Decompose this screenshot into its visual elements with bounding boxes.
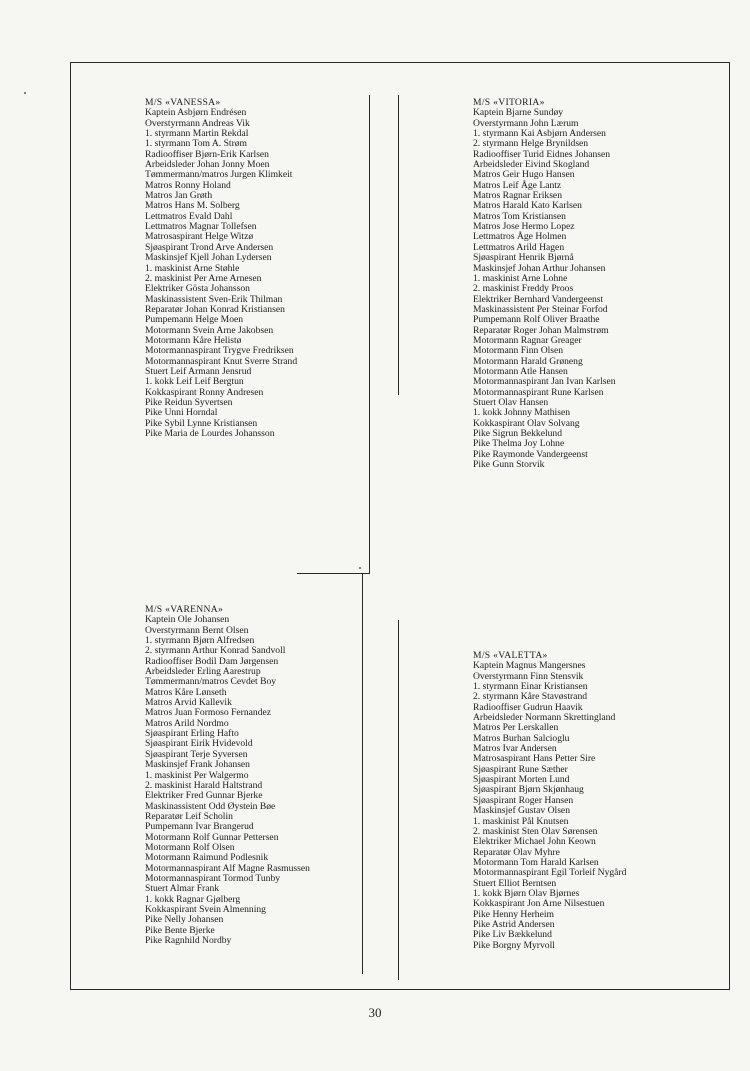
crew-entry: 1. maskinist Arne Lohne — [473, 272, 568, 284]
crew-entry: Elektriker Bernhard Vandergeenst — [473, 293, 604, 305]
crew-entry: 1. maskinist Per Walgermo — [145, 769, 249, 781]
crew-entry: Reparatør Johan Konrad Kristiansen — [145, 303, 285, 315]
crew-entry: Matros Harald Kato Karlsen — [473, 200, 582, 212]
crew-entry: Motormann Rolf Gunnar Pettersen — [145, 831, 279, 843]
crew-entry: Stuert Leif Armann Jensrud — [145, 365, 252, 377]
crew-entry: Motormann Svein Arne Jakobsen — [145, 324, 274, 336]
crew-entry: Motormann Kåre Helistø — [145, 334, 242, 346]
crew-entry: Radiooffiser Bodil Dam Jørgensen — [145, 655, 279, 667]
crew-entry: Motormannaspirant Egil Torleif Nygård — [473, 867, 627, 879]
margin-dot — [24, 92, 26, 94]
crew-entry: 2. maskinist Harald Haltstrand — [145, 779, 263, 791]
crew-entry: 1. kokk Johnny Mathisen — [473, 407, 571, 419]
crew-entry: Matros Burhan Salcioglu — [473, 732, 570, 744]
crew-entry: Tømmermann/matros Jurgen Klimkeit — [145, 169, 293, 181]
crew-entry: 2. styrmann Helge Brynildsen — [473, 138, 589, 150]
crew-entry: Sjøaspirant Terje Syversen — [145, 748, 248, 760]
crew-entry: Pike Nelly Johansen — [145, 914, 224, 926]
crew-entry: Radiooffiser Gudrun Haavik — [473, 701, 583, 713]
crew-entry: Overstyrmann Finn Stensvik — [473, 670, 584, 682]
crew-entry: 1. styrmann Martin Rekdal — [145, 128, 249, 140]
crew-entry: Sjøaspirant Eirik Hvidevold — [145, 738, 253, 750]
crew-entry: Pike Ragnhild Nordby — [145, 935, 232, 946]
crew-entry: 1. styrmann Tom A. Strøm — [145, 138, 248, 150]
crew-entry: 1. kokk Leif Leif Bergtun — [145, 376, 244, 388]
crew-entry: Arbeidsleder Normann Skrettingland — [473, 712, 616, 724]
crew-entry: Motormann Rolf Olsen — [145, 841, 235, 853]
crew-entry: Kokkaspirant Ronny Andresen — [145, 386, 264, 398]
crew-entry: Overstyrmann John Lærum — [473, 117, 579, 129]
crew-entry: Motormann Tom Harald Karlsen — [473, 856, 599, 868]
crew-entry: Motormannaspirant Alf Magne Rasmussen — [145, 862, 310, 874]
crew-entry: Matros Leif Åge Lantz — [473, 179, 562, 191]
ship-title: M/S «VANESSA» — [145, 97, 221, 108]
crew-entry: Pumpemann Rolf Oliver Braathe — [473, 314, 600, 326]
crew-entry: Kokkaspirant Jon Arne Nilsestuen — [473, 898, 605, 910]
crew-entry: 2. maskinist Freddy Proos — [473, 283, 574, 295]
crew-entry: Motormann Atle Hansen — [473, 365, 568, 377]
crew-entry: Lettmatros Evald Dahl — [145, 210, 233, 222]
crew-entry: Pike Henny Herheim — [473, 908, 554, 920]
crew-entry: Matros Ivar Andersen — [473, 743, 557, 755]
crew-entry: Tømmermann/matros Cevdet Boy — [145, 676, 277, 688]
crew-entry: Pike Unni Horndal — [145, 407, 218, 419]
crew-entry: Pike Astrid Andersen — [473, 918, 555, 930]
crew-list-vitoria — [473, 98, 616, 470]
crew-entry: 2. maskinist Sten Olav Sørensen — [473, 825, 598, 837]
crew-entry: Arbeidsleder Erling Aarestrup — [145, 666, 261, 678]
crew-entry: Matros Jan Grøth — [145, 190, 213, 202]
crew-entry: Pike Liv Bækkelund — [473, 929, 552, 941]
divider-varenna-right — [362, 574, 363, 974]
crew-entry: Reparatør Leif Scholin — [145, 810, 233, 822]
crew-entry: Overstyrmann Bernt Olsen — [145, 624, 249, 636]
crew-entry: Maskinsjef Frank Johansen — [145, 759, 250, 771]
crew-entry: Matros Kåre Lønseth — [145, 686, 227, 698]
crew-entry: Stuert Almar Frank — [145, 883, 220, 895]
crew-entry: Elektriker Fred Gunnar Bjerke — [145, 790, 263, 802]
crew-entry: Maskinassistent Per Steinar Forfod — [473, 303, 608, 315]
crew-entry: Sjøaspirant Erling Hafto — [145, 728, 239, 740]
crew-entry: Maskinsjef Gustav Olsen — [473, 805, 570, 817]
crew-entry: Motormannaspirant Knut Sverre Strand — [145, 355, 298, 367]
crew-entry: Elektriker Michael John Keown — [473, 836, 596, 848]
crew-list-varenna — [145, 605, 310, 946]
crew-entry: 2. styrmann Arthur Konrad Sandvoll — [145, 645, 286, 657]
crew-entry: 1. maskinist Arne Støhle — [145, 262, 240, 274]
crew-entry: Kokkaspirant Svein Almenning — [145, 903, 266, 915]
crew-entry: Pike Thelma Joy Lohne — [473, 438, 565, 450]
crew-entry: Stuert Olav Hansen — [473, 396, 549, 408]
crew-entry: 2. styrmann Kåre Stavøstrand — [473, 691, 588, 703]
crew-entry: Pike Reidun Syvertsen — [145, 396, 233, 408]
crew-entry: 1. styrmann Bjørn Alfredsen — [145, 635, 255, 647]
crew-entry: Maskinassistent Sven-Erik Thilman — [145, 293, 283, 305]
ship-title: M/S «VARENNA» — [145, 604, 224, 615]
crew-entry: Matros Tom Kristiansen — [473, 210, 566, 222]
crew-entry: Motormannaspirant Trygve Fredriksen — [145, 345, 294, 357]
divider-vitoria-left — [398, 95, 399, 395]
crew-entry: Motormann Harald Grøneng — [473, 355, 583, 367]
crew-list-vanessa — [145, 98, 297, 439]
crew-entry: Maskinsjef Kjell Johan Lydersen — [145, 252, 272, 264]
crew-entry: Overstyrmann Andreas Vik — [145, 117, 250, 129]
crew-entry: 1. styrmann Einar Kristiansen — [473, 681, 588, 693]
ship-title: M/S «VALETTA» — [473, 650, 548, 661]
crew-entry: Matros Ronny Holand — [145, 179, 231, 191]
crew-entry: Reparatør Roger Johan Malmstrøm — [473, 324, 609, 336]
crew-entry: Motormann Ragnar Greager — [473, 334, 582, 346]
crew-entry: Sjøaspirant Rune Sæther — [473, 763, 568, 775]
crew-entry: Kaptein Ole Johansen — [145, 614, 230, 626]
crew-entry: Lettmatros Magnar Tollefsen — [145, 221, 257, 233]
crew-entry: Motormann Finn Olsen — [473, 345, 564, 357]
crew-entry: Pike Sigrun Bekkelund — [473, 428, 563, 439]
crew-list-valetta — [473, 651, 626, 951]
crew-entry: Matros Per Lerskallen — [473, 722, 559, 734]
crew-entry: Matros Arild Nordmo — [145, 717, 229, 729]
crew-entry: Pumpemann Ivar Brangerud — [145, 821, 254, 833]
crew-entry: Matros Hans M. Solberg — [145, 200, 240, 212]
crew-entry: 1. styrmann Kai Asbjørn Andersen — [473, 128, 606, 140]
crew-entry: Radiooffiser Bjørn-Erik Karlsen — [145, 148, 269, 160]
page-number: 30 — [368, 1005, 382, 1020]
crew-entry: Elektriker Gösta Johansson — [145, 283, 250, 295]
crew-entry: Sjøaspirant Morten Lund — [473, 774, 570, 786]
crew-entry: 1. kokk Ragnar Gjølberg — [145, 893, 241, 905]
crew-entry: Pike Raymonde Vandergeenst — [473, 448, 588, 460]
crew-entry: 1. maskinist Pål Knutsen — [473, 815, 569, 827]
crew-entry: Kokkaspirant Olav Solvang — [473, 417, 580, 429]
crew-entry: Motormannaspirant Tormod Tunby — [145, 872, 281, 884]
crew-entry: Matros Ragnar Eriksen — [473, 190, 562, 202]
crew-entry: Maskinsjef Johan Arthur Johansen — [473, 262, 606, 274]
crew-entry: Sjøaspirant Roger Hansen — [473, 794, 574, 806]
crew-entry: Radiooffiser Turid Eidnes Johansen — [473, 148, 611, 160]
ship-title: M/S «VITORIA» — [473, 97, 545, 108]
crew-entry: Pike Maria de Lourdes Johansson — [145, 428, 275, 439]
crew-entry: Pike Bente Bjerke — [145, 924, 215, 936]
crew-entry: Arbeidsleder Johan Jonny Moen — [145, 159, 270, 171]
crew-entry: 1. kokk Bjørn Olav Bjørnes — [473, 887, 580, 899]
crew-entry: Kaptein Bjarne Sundøy — [473, 107, 564, 119]
crew-entry: Sjøaspirant Trond Arve Andersen — [145, 241, 274, 253]
divider-valetta-left — [398, 620, 399, 980]
crew-entry: Motormannaspirant Rune Karlsen — [473, 386, 604, 398]
crew-entry: Motormannaspirant Jan Ivan Karlsen — [473, 376, 616, 388]
crew-entry: Matros Geir Hugo Hansen — [473, 169, 575, 181]
crew-entry: Maskinassistent Odd Øystein Bøe — [145, 800, 276, 812]
crew-entry: Matrosaspirant Helge Witzø — [145, 231, 254, 243]
crew-entry: Matros Juan Formoso Fernandez — [145, 707, 272, 719]
crew-entry: Pumpemann Helge Moen — [145, 314, 244, 326]
divider-vanessa-right — [297, 95, 370, 574]
crew-entry: Sjøaspirant Bjørn Skjønhaug — [473, 784, 584, 796]
margin-dot — [359, 567, 361, 569]
crew-entry: Arbeidsleder Eivind Skogland — [473, 159, 590, 171]
crew-entry: Pike Sybil Lynne Kristiansen — [145, 417, 258, 429]
crew-entry: Lettmatros Arild Hagen — [473, 241, 565, 253]
crew-entry: Lettmatros Åge Holmen — [473, 231, 567, 243]
crew-entry: Motormann Raimund Podlesnik — [145, 852, 269, 864]
crew-entry: Pike Gunn Storvik — [473, 459, 545, 471]
crew-entry: Matros Jose Hermo Lopez — [473, 221, 575, 233]
crew-entry: 2. maskinist Per Arne Arnesen — [145, 272, 262, 284]
crew-entry: Reparatør Olav Myhre — [473, 846, 560, 858]
crew-entry: Matrosaspirant Hans Petter Sire — [473, 753, 596, 765]
crew-entry: Matros Arvid Kallevik — [145, 697, 232, 709]
crew-entry: Stuert Elliot Berntsen — [473, 877, 557, 889]
crew-entry: Sjøaspirant Henrik Bjørnå — [473, 252, 574, 264]
crew-entry: Kaptein Asbjørn Endrésen — [145, 107, 247, 119]
crew-entry: Pike Borgny Myrvoll — [473, 939, 555, 951]
crew-entry: Kaptein Magnus Mangersnes — [473, 660, 586, 672]
